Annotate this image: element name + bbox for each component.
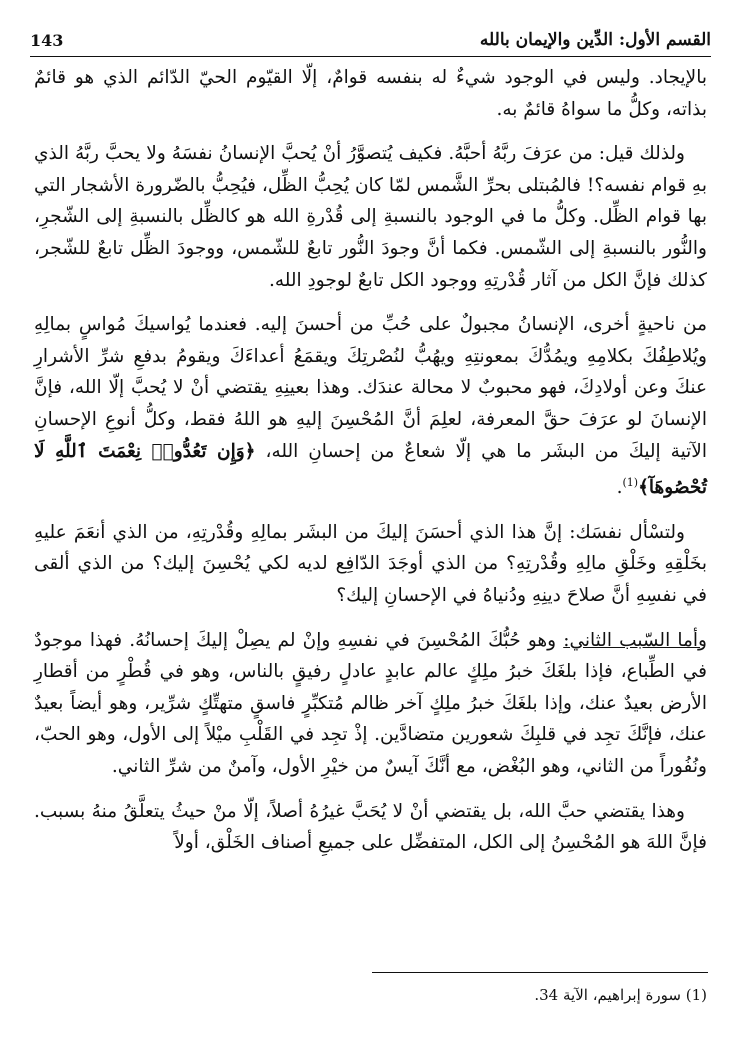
header-divider <box>30 56 711 57</box>
page-number: 143 <box>30 31 64 50</box>
paragraph <box>34 625 707 783</box>
quran-verse: ﴿وَإِن تَعُدُّوا۟ نِعْمَتَ ٱللَّهِ لَا تُحْصُوهَآ﴾ <box>34 440 707 499</box>
paragraph-text: وهو حُبُّكَ المُحْسِنَ في نفسِهِ وإنْ لم يصِلْ إليكَ إحسانُهُ. فهذا موجودٌ في الطِّباع، فإذا بلغَكَ خبرُ ملِكٍ عالم عابدٍ عادلٍ رفيقٍ بالناس، وهو في قُطْرٍ من أقطارِ الأرض بعيدٌ عنك، وإذا بلغَكَ خبرُ ملِكٍ آخر ظالم مُتكبِّرٍ فاسقٍ متهتِّكٍ شرِّير، وهو أيضاً بعيدٌ عنك، فإنَّكَ تجِد في قلبِكَ شعورين متضادَّين. إذْ تجِد في القَلْبِ ميْلاً إلى الأول، وهو الحبّ، ونُفُوراً من الثاني، وهو البُغْض، مع أنَّكَ آيسٌ من خيْرِ الأول، وآمنٌ من شرِّ الثاني. <box>34 629 707 778</box>
section-heading: وأما السّبب الثاني: <box>563 629 707 651</box>
page-body <box>34 62 707 872</box>
paragraph <box>34 309 707 504</box>
paragraph <box>34 138 707 296</box>
paragraph <box>34 517 707 612</box>
paragraph-text: وهذا يقتضي حبَّ الله، بل يقتضي أنْ لا يُحَبَّ غيرُهُ أصلاً، إلّا منْ حيثُ يتعلَّقُ منهُ بسبب. فإنَّ اللهَ هو المُحْسِنُ إلى الكل، المتفضِّل على جميعِ أصناف الخَلْق، أولاً <box>34 800 707 854</box>
paragraph <box>34 62 707 125</box>
footnote-marker[interactable]: (1) <box>622 476 639 490</box>
paragraph-text: من ناحيةٍ أخرى، الإنسانُ مجبولٌ على حُبِّ من أحسنَ إليه. فعندما يُواسيكَ مُواسٍ بمالِهِ ويُلاطِفُكَ بكلامِهِ ويمُدُّكَ بمعونتِهِ ويهُبُّ لنُصْرتِكَ ويقمَعُ أعداءَكَ ويقومُ بدفعِ شرِّ الأشرارِ عنكَ وعن أولادِكَ، فهو محبوبٌ لا محالة عندَك. وهذا بعينِهِ يقتضي أنْ لا يُحبَّ إلّا الله، فإنَّ الإنسانَ لو عرَفَ حقَّ المعرفة، لعلِمَ أنَّ المُحْسِنَ إليهِ هو اللهُ فقط، وكلُّ أنوعِ الإحسانِ الآتية إليكَ من البشَر ما هي إلّا شعاعٌ من إحسانِ الله، <box>34 314 707 462</box>
page-header <box>30 22 711 50</box>
paragraph-text: ولتسْأل نفسَك: إنَّ هذا الذي أحسَنَ إليكَ من البشَر بمالِهِ وقُدْرتِهِ، من الذي أنعَمَ عليهِ بخَلْقِهِ وخَلْقِ مالِهِ وقُدْرتِهِ؟ من الذي أوجَدَ الدّافِع لديه لكي يُحْسِنَ إليك؟ من الذي ألقى في نفسِهِ أنَّ صلاحَ دينِهِ ودُنياهُ في الإحسانِ إليك؟ <box>34 521 707 607</box>
running-title: القسم الأول: الدِّين والإيمان بالله <box>479 30 711 50</box>
footnote-number: (1) <box>685 986 707 1004</box>
footnote-divider <box>372 972 708 973</box>
footnote-text: سورة إبراهيم، الآية 34. <box>534 986 681 1004</box>
paragraph <box>34 796 707 859</box>
paragraph-text: ولذلك قيل: من عرَفَ ربَّهُ أحبَّهُ. فكيف يُتصوَّرُ أنْ يُحبَّ الإنسانُ نفسَهُ ولا يحبَّ ربَّهُ الذي بهِ قوام نفسه؟! فالمُبتلى بحرِّ الشَّمس لمّا كان يُحِبُّ الظِّل، فيُحِبُّ بالضّرورة الأشجار التي بها قوام الظِّل. وكلُّ ما في الوجود بالنسبةِ إلى قُدْرةِ الله هو كالظِّل بالنسبةِ إلى الشّجرِ، والنُّور بالنسبةِ إلى الشّمس. فكما أنَّ وجودَ النُّور تابعٌ للشّمس، ووجودَ الظِّل تابعٌ للشّجر، كذلك فإنَّ الكل من آثار قُدْرتِهِ ووجود الكل تابعٌ لوجودِ الله. <box>34 143 707 291</box>
paragraph-end: . <box>616 477 623 499</box>
paragraph-text: بالإيجاد. وليس في الوجود شيءٌ له بنفسه قوامٌ، إلّا القيّوم الحيّ الدّائم الذي هو قائمٌ بذاته، وكلُّ ما سواهُ قائمٌ به. <box>34 67 707 120</box>
footnote <box>34 984 707 1006</box>
